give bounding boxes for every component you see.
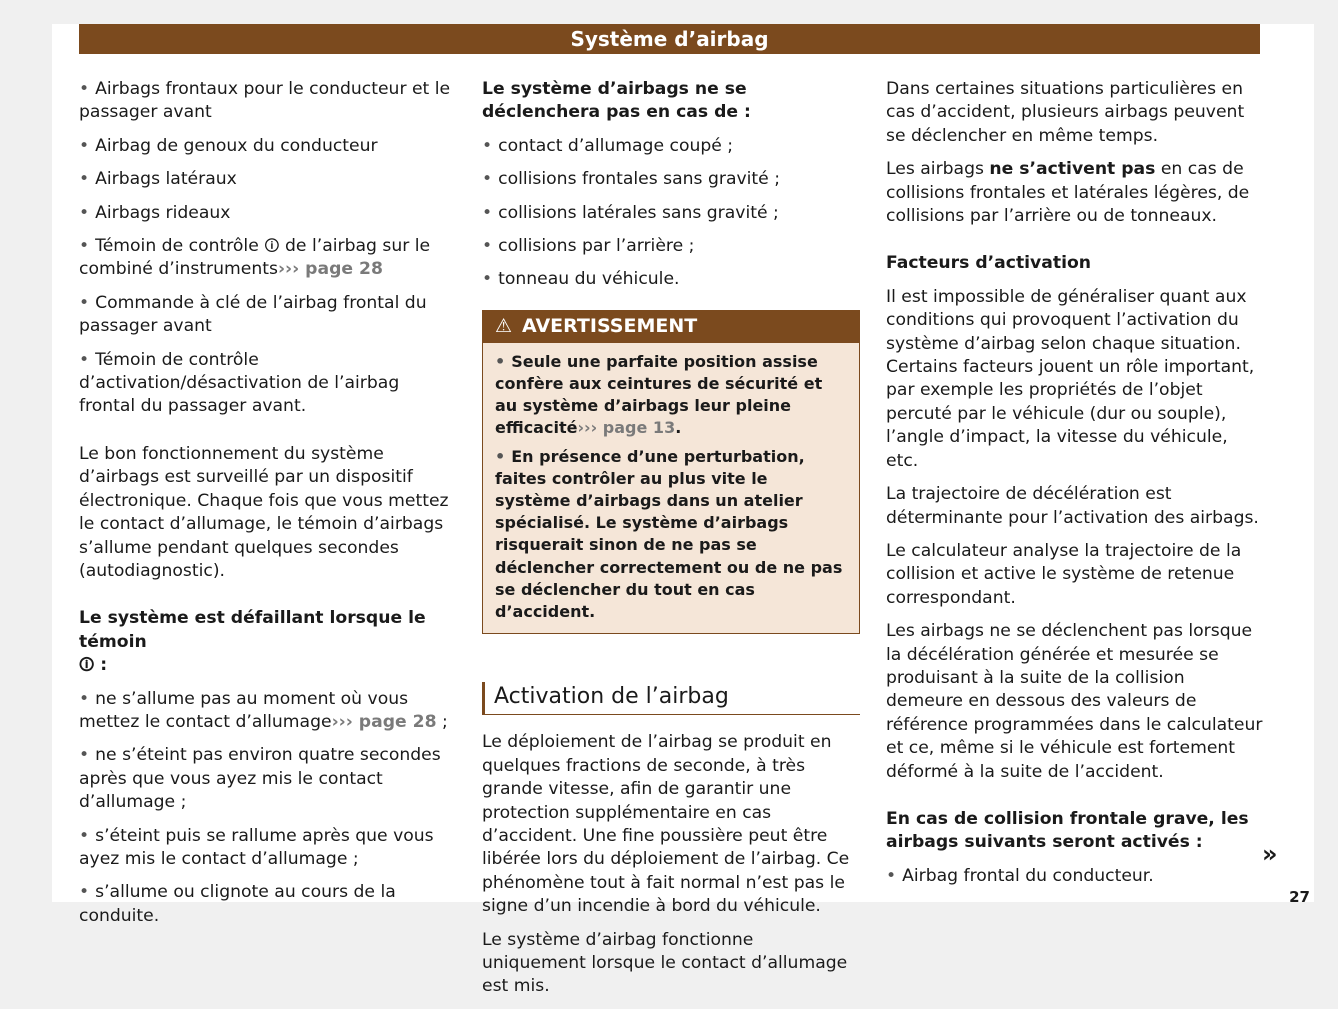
list-item: • Airbag de genoux du conducteur — [79, 135, 457, 158]
list-item: • tonneau du véhicule. — [482, 268, 860, 291]
section-title: Activation de l’airbag — [482, 682, 860, 715]
list-item: • Airbags latéraux — [79, 168, 457, 191]
text: Seule une parfaite position assise confère aux ceintures de sécurité et au système d’airbags leur pleine efficacité — [495, 351, 823, 438]
column-2 — [482, 78, 860, 1009]
text: en cas de collisions frontales et latérales légères, de collisions par l’arrière ou de tonneaux. — [886, 159, 1250, 227]
list-item: • s’éteint puis se rallume après que vous ayez mis le contact d’allumage ; — [79, 825, 457, 872]
text: Les airbags — [886, 159, 990, 180]
paragraph: La trajectoire de décélération est déterminante pour l’activation des airbags. — [886, 484, 1259, 528]
page-reference-link[interactable]: ››› page 13 — [577, 418, 676, 438]
column-3 — [886, 78, 1264, 898]
emphasis: ne s’activent pas — [989, 159, 1156, 180]
paragraph: Dans certaines situations particulières en cas d’accident, plusieurs airbags peuvent se déclencher en même temps. — [886, 79, 1245, 146]
header-title: Système d’airbag — [570, 27, 769, 51]
paragraph: Le bon fonctionnement du système d’airbags est surveillé par un dispositif électronique. Chaque fois que vous mettez le contact d’allumage, le témoin d’airbags s’allume pendant quelques secondes (autodiagnostic). — [79, 443, 449, 581]
text: ne s’allume pas au moment où vous mettez le contact d’allumage — [79, 688, 409, 732]
page-reference-link[interactable]: ››› page 28 — [331, 711, 437, 732]
continue-marker: » — [1262, 840, 1278, 868]
airbag-warning-icon: 🛈 — [79, 656, 95, 675]
subheading: Le système d’airbags ne se déclenchera pas en cas de : — [482, 79, 751, 123]
paragraph: Le déploiement de l’airbag se produit en quelques fractions de seconde, à très grande vitesse, afin de garantir une protection supplémentaire en cas d’accident. Une fine poussière peut être libérée lors du déploiement de l’airbag. Ce phénomène tout à fait normal n’est pas le signe d’un incendie à bord du véhicule. — [482, 732, 850, 917]
page-number: 27 — [1289, 888, 1310, 906]
list-item: • contact d’allumage coupé ; — [482, 135, 860, 158]
text: Témoin de contrôle — [95, 236, 265, 257]
list-item: • Commande à clé de l’airbag frontal du passager avant — [79, 292, 457, 339]
page-reference-link[interactable]: ››› page 28 — [277, 259, 383, 280]
warning-title: AVERTISSEMENT — [522, 315, 698, 338]
list-item: • Témoin de contrôle d’activation/désactivation de l’airbag frontal du passager avant. — [79, 349, 457, 419]
warning-item — [495, 351, 847, 440]
list-item: • Airbag frontal du conducteur. — [886, 865, 1264, 888]
list-item: • collisions par l’arrière ; — [482, 235, 860, 258]
list-item — [79, 688, 457, 735]
text: : — [94, 655, 108, 676]
list-item: • collisions frontales sans gravité ; — [482, 168, 860, 191]
list-item — [79, 235, 457, 282]
list-item: • collisions latérales sans gravité ; — [482, 202, 860, 225]
paragraph: Les airbags ne se déclenchent pas lorsque la décélération générée et mesurée se produisant à la suite de la collision demeure en dessous des valeurs de référence programmées dans le calculateur et ce, même si le véhicule est fortement déformé à la suite de l’accident. — [886, 621, 1263, 782]
text: Le système est défaillant lorsque le témoin — [79, 608, 426, 652]
list-item: • Airbags rideaux — [79, 202, 457, 225]
list-item: • ne s’éteint pas environ quatre secondes après que vous ayez mis le contact d’allumage ; — [79, 744, 457, 814]
section-header — [79, 24, 1260, 54]
warning-icon: ⚠ — [495, 315, 513, 338]
text: . — [675, 418, 682, 438]
warning-header — [483, 311, 859, 343]
list-item: • s’allume ou clignote au cours de la conduite. — [79, 881, 457, 928]
subheading: En cas de collision frontale grave, les airbags suivants seront activés : — [886, 808, 1249, 853]
airbag-warning-icon: 🛈 — [264, 237, 280, 256]
list-item: • Airbags frontaux pour le conducteur et le passager avant — [79, 78, 457, 125]
warning-item: • En présence d’une perturbation, faites contrôler au plus vite le système d’airbags dans un atelier spécialisé. Le système d’airbags risquerait sinon de ne pas se déclencher correctement ou de ne pas se déclencher du tout en cas d’accident. — [495, 446, 847, 624]
paragraph: Il est impossible de généraliser quant aux conditions qui provoquent l’activation du système d’airbag selon chaque situation. Certains facteurs jouent un rôle important, par exemple les propriétés de l’objet percuté par le véhicule (dur ou souple), l’angle d’impact, la vitesse du véhicule, etc. — [886, 286, 1255, 471]
text: de l’airbag sur le combiné d’instruments — [79, 236, 431, 280]
subheading — [79, 607, 457, 677]
text: ; — [436, 711, 448, 732]
subheading: Facteurs d’activation — [886, 253, 1091, 274]
column-1 — [79, 78, 457, 938]
paragraph — [886, 158, 1264, 228]
warning-box — [482, 310, 860, 634]
paragraph: Le calculateur analyse la trajectoire de la collision et active le système de retenue correspondant. — [886, 540, 1242, 608]
paragraph: Le système d’airbag fonctionne uniquement lorsque le contact d’allumage est mis. — [482, 929, 848, 997]
warning-body — [483, 343, 859, 633]
